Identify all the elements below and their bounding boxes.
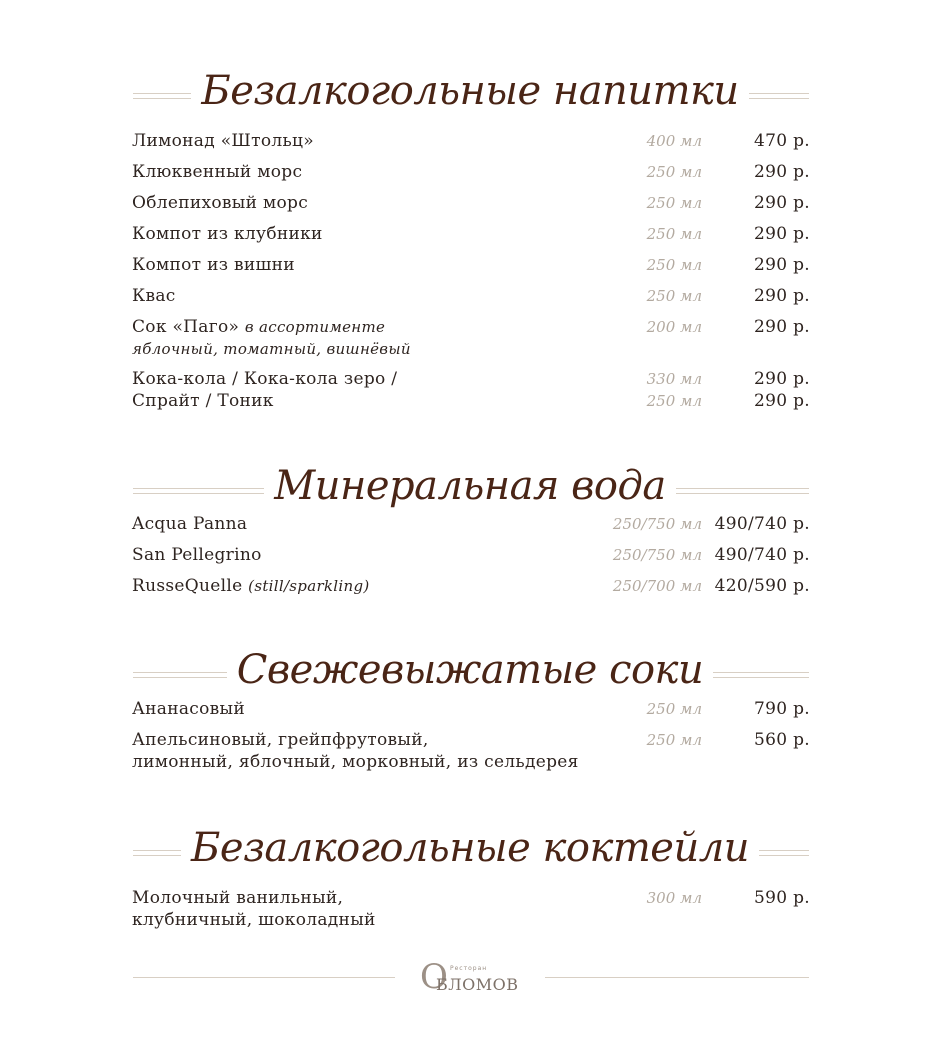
item-price: 290 р.	[754, 162, 810, 182]
logo-small-text: Ресторан	[450, 965, 488, 972]
item-volume: 250 мл	[646, 287, 702, 305]
item-variants: яблочный, томатный, вишнёвый	[132, 340, 411, 358]
section-title: Безалкогольные напитки	[0, 68, 940, 114]
item-price	[754, 368, 810, 412]
item-volume	[647, 368, 702, 412]
item-price: 290 р.	[754, 317, 810, 337]
item-volume: 400 мл	[646, 132, 702, 150]
item-name	[132, 729, 652, 773]
section-title: Свежевыжатые соки	[0, 647, 940, 693]
item-price: 290 р.	[754, 255, 810, 275]
item-volume-2: 250 мл	[646, 392, 702, 410]
item-note: (still/sparkling)	[248, 577, 370, 595]
item-volume-1: 330 мл	[646, 370, 702, 388]
logo-letter: О	[420, 957, 448, 997]
item-name: Лимонад «Штольц»	[132, 131, 314, 151]
footer-divider-right	[545, 977, 809, 978]
item-price-1: 290 р.	[754, 369, 810, 389]
item-price: 560 р.	[754, 730, 810, 750]
item-name: Клюквенный морс	[132, 162, 303, 182]
item-name-main: RusseQuelle	[132, 576, 243, 596]
menu-item	[132, 887, 810, 931]
item-volume: 200 мл	[646, 318, 702, 336]
section-title: Безалкогольные коктейли	[0, 825, 940, 871]
item-name-line2: клубничный, шоколадный	[132, 910, 376, 930]
item-price: 290 р.	[754, 193, 810, 213]
item-name-main: Молочный ванильный,	[132, 888, 344, 908]
item-name: Acqua Panna	[132, 514, 248, 534]
logo-word: БЛОМОВ	[436, 975, 519, 994]
restaurant-logo	[420, 957, 530, 1000]
item-name	[132, 575, 622, 597]
item-name-line2: лимонный, яблочный, морковный, из сельдерея	[132, 752, 579, 772]
item-name-line2: Спрайт / Тоник	[132, 391, 274, 411]
item-volume: 250/750 мл	[612, 515, 702, 533]
item-volume: 300 мл	[646, 889, 702, 907]
item-note: в ассортименте	[244, 318, 386, 336]
item-volume: 250/750 мл	[612, 546, 702, 564]
item-name: Облепиховый морс	[132, 193, 309, 213]
item-price: 290 р.	[754, 224, 810, 244]
item-volume: 250 мл	[646, 225, 702, 243]
item-name: Ананасовый	[132, 699, 245, 719]
footer-divider-left	[133, 977, 395, 978]
item-name: Компот из вишни	[132, 255, 295, 275]
item-volume: 250 мл	[646, 700, 702, 718]
item-price: 290 р.	[754, 286, 810, 306]
item-name: Компот из клубники	[132, 224, 323, 244]
item-price: 470 р.	[754, 131, 810, 151]
menu-item	[132, 368, 810, 412]
item-price: 490/740 р.	[714, 514, 810, 534]
menu-item	[132, 316, 810, 360]
item-volume: 250 мл	[646, 256, 702, 274]
section-title: Минеральная вода	[0, 463, 940, 509]
item-name-main: Сок «Паго»	[132, 317, 240, 337]
item-name-main: Кока-кола / Кока-кола зеро /	[132, 369, 398, 389]
item-price-2: 290 р.	[754, 391, 810, 411]
item-price: 420/590 р.	[714, 576, 810, 596]
item-price: 590 р.	[754, 888, 810, 908]
item-name: San Pellegrino	[132, 545, 262, 565]
item-name	[132, 368, 622, 412]
item-volume: 250 мл	[646, 163, 702, 181]
item-volume: 250 мл	[646, 731, 702, 749]
item-price: 490/740 р.	[714, 545, 810, 565]
item-volume: 250 мл	[646, 194, 702, 212]
item-name	[132, 316, 622, 360]
item-name: Квас	[132, 286, 176, 306]
menu-item	[132, 729, 810, 773]
item-name	[132, 887, 622, 931]
item-volume: 250/700 мл	[612, 577, 702, 595]
item-name-main: Апельсиновый, грейпфрутовый,	[132, 730, 429, 750]
item-price: 790 р.	[754, 699, 810, 719]
